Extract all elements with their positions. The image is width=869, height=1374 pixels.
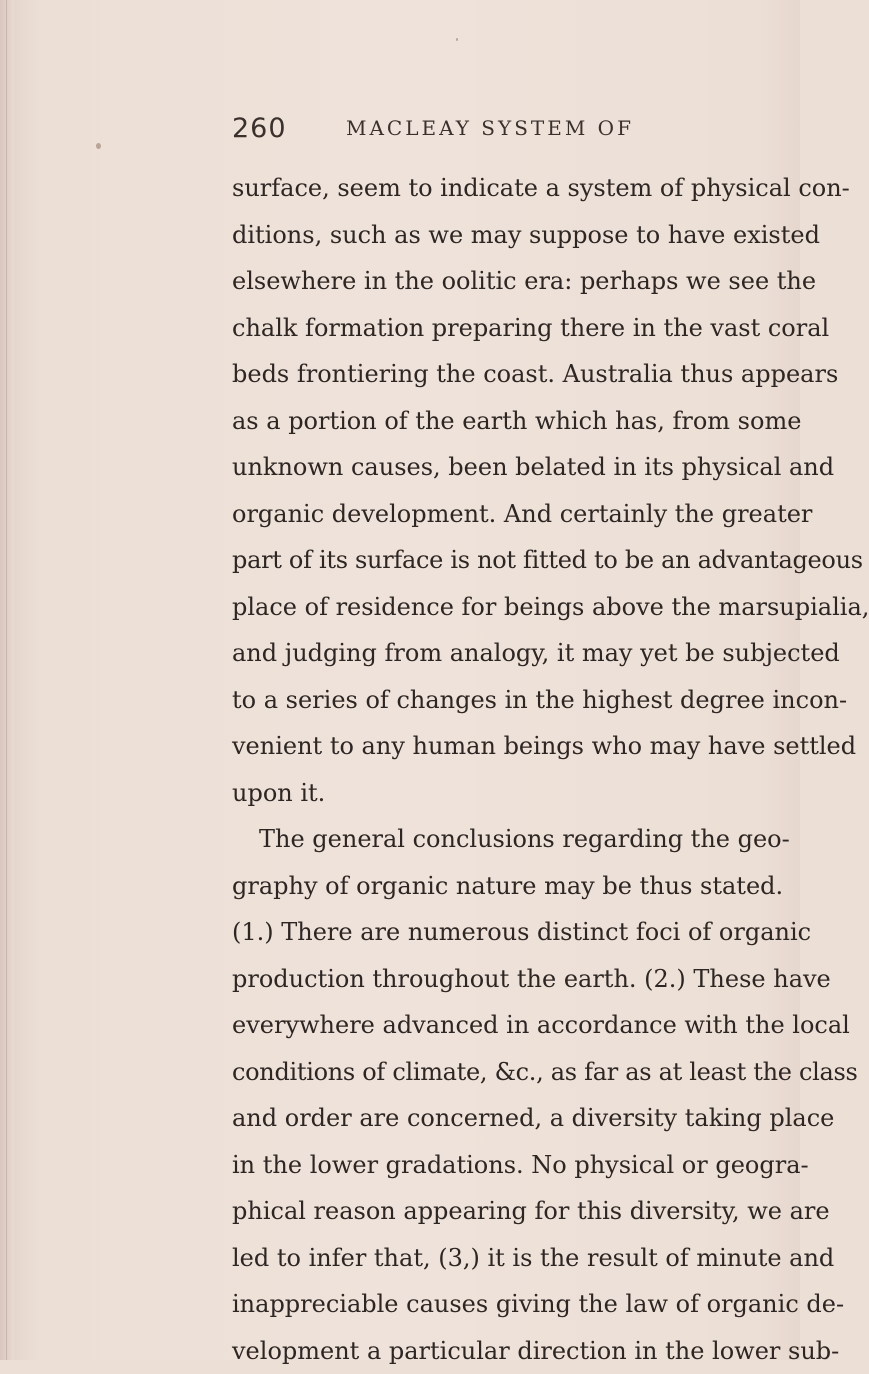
text-line: ditions, such as we may suppose to have existed	[232, 212, 773, 259]
text-line: conditions of climate, &c., as far as at least the class	[232, 1049, 773, 1096]
text-line: graphy of organic nature may be thus stated.	[232, 863, 773, 910]
text-line: in the lower gradations. No physical or geogra-	[232, 1142, 773, 1189]
text-line: velopment a particular direction in the lower sub-	[232, 1328, 773, 1374]
text-line: chalk formation preparing there in the vast coral	[232, 305, 773, 352]
gutter-line	[6, 0, 7, 1360]
text-line: unknown causes, been belated in its physical and	[232, 444, 773, 491]
text-line: elsewhere in the oolitic era: perhaps we see the	[232, 258, 773, 305]
text-line: everywhere advanced in accordance with the local	[232, 1002, 773, 1049]
running-head: MACLEAY SYSTEM OF	[346, 116, 634, 140]
paper-speck	[456, 38, 458, 41]
body-text	[232, 165, 773, 1374]
text-line: production throughout the earth. (2.) These have	[232, 956, 773, 1003]
page-number: 260	[232, 113, 287, 144]
paragraph-start-line: The general conclusions regarding the geo-	[232, 816, 773, 863]
text-line: (1.) There are numerous distinct foci of organic	[232, 909, 773, 956]
text-line: place of residence for beings above the marsupialia,	[232, 584, 773, 631]
text-line: organic development. And certainly the greater	[232, 491, 773, 538]
text-line: part of its surface is not fitted to be an advantageous	[232, 537, 773, 584]
paragraph-end-line: upon it.	[232, 770, 773, 817]
text-line: phical reason appearing for this diversity, we are	[232, 1188, 773, 1235]
text-line: surface, seem to indicate a system of physical con-	[232, 165, 773, 212]
paper-speck	[96, 143, 101, 149]
page-header	[232, 113, 792, 153]
text-line: and order are concerned, a diversity taking place	[232, 1095, 773, 1142]
text-line: as a portion of the earth which has, from some	[232, 398, 773, 445]
page-gutter	[0, 0, 14, 1360]
text-line: and judging from analogy, it may yet be subjected	[232, 630, 773, 677]
text-line: inappreciable causes giving the law of organic de-	[232, 1281, 773, 1328]
text-line: led to infer that, (3,) it is the result of minute and	[232, 1235, 773, 1282]
text-line: venient to any human beings who may have settled	[232, 723, 773, 770]
text-line: to a series of changes in the highest degree incon-	[232, 677, 773, 724]
text-line: beds frontiering the coast. Australia thus appears	[232, 351, 773, 398]
